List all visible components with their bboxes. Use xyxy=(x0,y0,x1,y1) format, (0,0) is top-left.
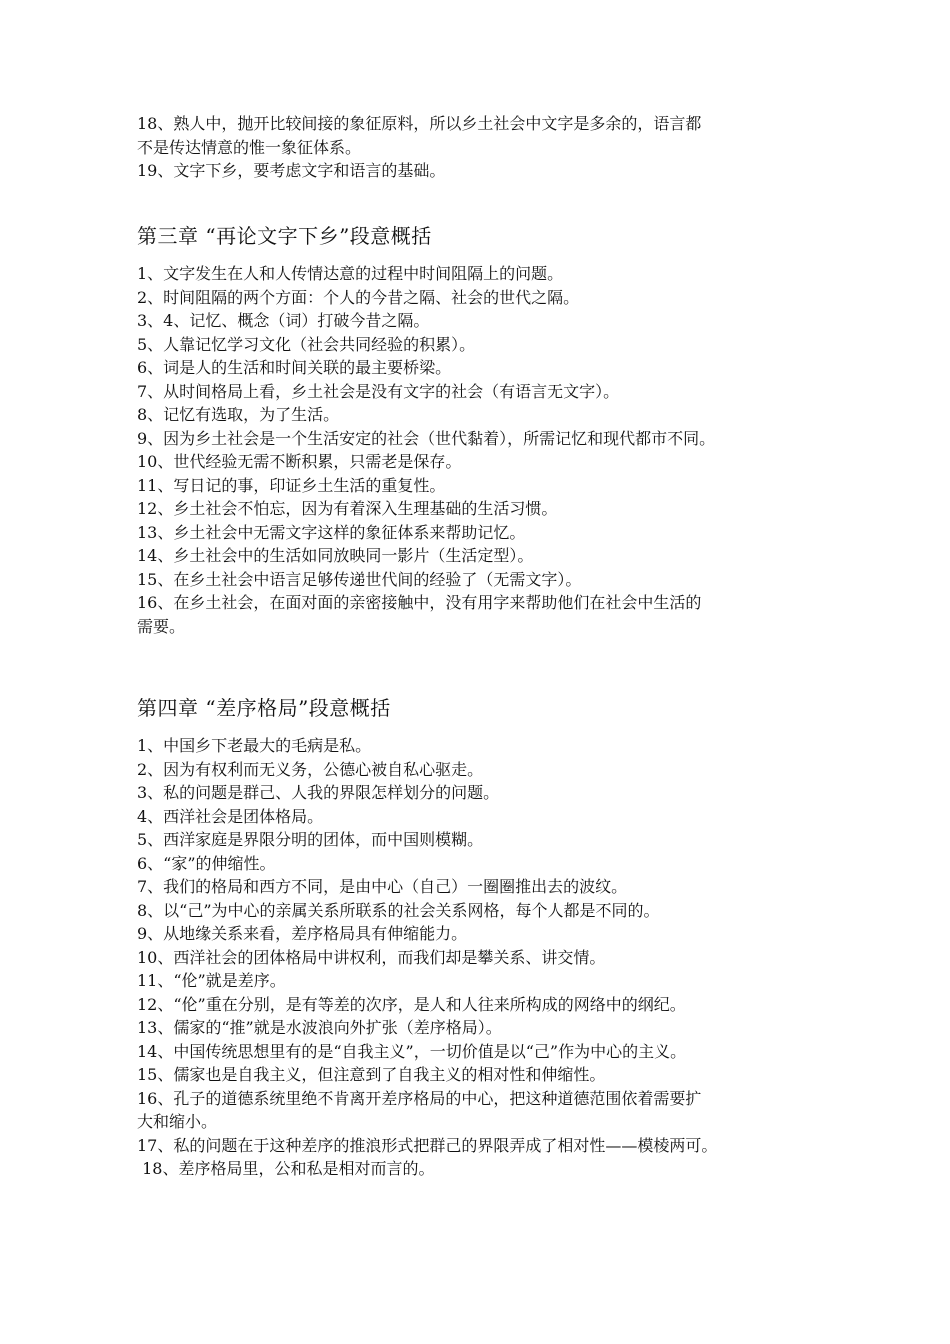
list-item: 8、记忆有选取，为了生活。 xyxy=(137,405,340,424)
intro-line: 18、熟人中，抛开比较间接的象征原料，所以乡土社会中文字是多余的，语言都 xyxy=(137,114,702,133)
list-item: 11、“伦”就是差序。 xyxy=(137,971,286,990)
list-item: 11、写日记的事，印证乡土生活的重复性。 xyxy=(137,475,446,495)
list-item: 9、从地缘关系来看，差序格局具有伸缩能力。 xyxy=(137,924,468,943)
list-item: 7、从时间格局上看，乡土社会是没有文字的社会（有语言无文字）。 xyxy=(137,381,620,401)
list-item: 14、中国传统思想里有的是“自我主义”，一切价值是以“己”作为中心的主义。 xyxy=(137,1041,687,1061)
list-item: 18、差序格局里，公和私是相对而言的。 xyxy=(137,1159,435,1178)
list-item: 7、我们的格局和西方不同，是由中心（自己）一圈圈推出去的波纹。 xyxy=(137,877,628,896)
list-item: 3、私的问题是群己、人我的界限怎样划分的问题。 xyxy=(137,783,500,802)
chapter4-title: 第四章 “差序格局”段意概括 xyxy=(137,696,391,720)
list-item: 1、文字发生在人和人传情达意的过程中时间阻隔上的问题。 xyxy=(137,264,564,283)
list-item: 6、“家”的伸缩性。 xyxy=(137,853,276,873)
list-item: 2、时间阻隔的两个方面：个人的今昔之隔、社会的世代之隔。 xyxy=(137,287,580,307)
list-item: 15、在乡土社会中语言足够传递世代间的经验了（无需文字）。 xyxy=(137,569,582,589)
list-item: 5、西洋家庭是界限分明的团体，而中国则模糊。 xyxy=(137,830,484,849)
chapter3-list xyxy=(137,262,837,638)
list-item: 14、乡土社会中的生活如同放映同一影片（生活定型）。 xyxy=(137,546,534,565)
chapter3-section xyxy=(137,222,837,250)
list-item: 17、私的问题在于这种差序的推浪形式把群己的界限弄成了相对性——模棱两可。 xyxy=(137,1135,718,1155)
list-item: 3、4、记忆、概念（词）打破今昔之隔。 xyxy=(137,311,430,330)
list-item: 10、西洋社会的团体格局中讲权利，而我们却是攀关系、讲交情。 xyxy=(137,947,606,967)
chapter3-title: 第三章 “再论文字下乡”段意概括 xyxy=(137,224,432,248)
intro-line: 不是传达情意的惟一象征体系。 xyxy=(137,137,362,157)
intro-line: 19、文字下乡，要考虑文字和语言的基础。 xyxy=(137,161,446,180)
chapter4-list xyxy=(137,734,837,1181)
list-item: 16、在乡土社会，在面对面的亲密接触中，没有用字来帮助他们在社会中生活的 xyxy=(137,593,702,612)
list-item: 2、因为有权利而无义务，公德心被自私心驱走。 xyxy=(137,759,484,779)
list-item: 大和缩小。 xyxy=(137,1112,218,1131)
list-item: 16、孔子的道德系统里绝不肯离开差序格局的中心，把这种道德范围依着需要扩 xyxy=(137,1088,702,1108)
list-item: 6、词是人的生活和时间关联的最主要桥梁。 xyxy=(137,358,452,377)
list-item: 需要。 xyxy=(137,616,186,636)
intro-section xyxy=(137,112,837,183)
list-item: 8、以“己”为中心的亲属关系所联系的社会关系网格，每个人都是不同的。 xyxy=(137,900,660,920)
list-item: 4、西洋社会是团体格局。 xyxy=(137,806,324,826)
list-item: 12、“伦”重在分别，是有等差的次序，是人和人往来所构成的网络中的纲纪。 xyxy=(137,994,686,1014)
list-item: 13、乡土社会中无需文字这样的象征体系来帮助记忆。 xyxy=(137,522,526,542)
list-item: 5、人靠记忆学习文化（社会共同经验的积累）。 xyxy=(137,334,476,354)
list-item: 13、儒家的“推”就是水波浪向外扩张（差序格局）。 xyxy=(137,1018,502,1037)
list-item: 9、因为乡土社会是一个生活安定的社会（世代黏着），所需记忆和现代都市不同。 xyxy=(137,428,716,448)
list-item: 15、儒家也是自我主义，但注意到了自我主义的相对性和伸缩性。 xyxy=(137,1065,606,1084)
list-item: 10、世代经验无需不断积累，只需老是保存。 xyxy=(137,452,462,471)
chapter4-section xyxy=(137,694,837,722)
list-item: 12、乡土社会不怕忘，因为有着深入生理基础的生活习惯。 xyxy=(137,499,558,518)
list-item: 1、中国乡下老最大的毛病是私。 xyxy=(137,736,372,755)
